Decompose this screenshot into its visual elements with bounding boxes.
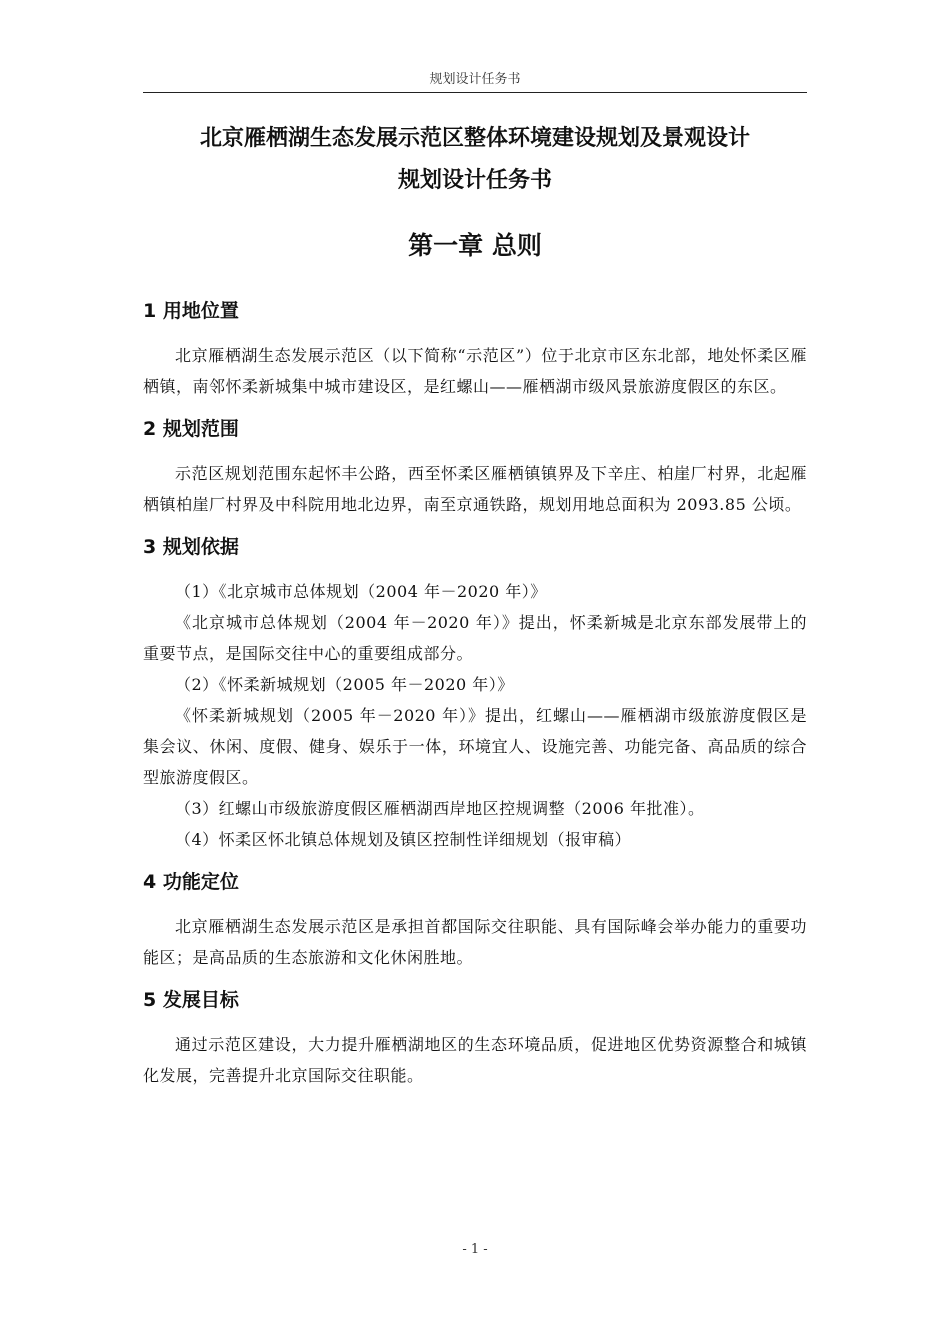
paragraph: 北京雁栖湖生态发展示范区是承担首都国际交往职能、具有国际峰会举办能力的重要功能区；是高品质的生态旅游和文化休闲胜地。 (143, 917, 807, 967)
document-title-line2: 规划设计任务书 (397, 168, 552, 193)
section-heading: 2 规划范围 (143, 418, 239, 440)
page-number: - 1 - (462, 1242, 488, 1257)
document-body (143, 118, 807, 1091)
paragraph: 《北京城市总体规划（2004 年－2020 年）》提出，怀柔新城是北京东部发展带上的重要节点，是国际交往中心的重要组成部分。 (143, 613, 807, 663)
section-heading: 3 规划依据 (143, 536, 239, 558)
basis-item: （2）《怀柔新城规划（2005 年－2020 年）》 (175, 675, 514, 694)
paragraph: 北京雁栖湖生态发展示范区（以下简称“示范区”）位于北京市区东北部，地处怀柔区雁栖镇，南邻怀柔新城集中城市建设区，是红螺山——雁栖湖市级风景旅游度假区的东区。 (143, 346, 807, 396)
section-planning-basis (143, 532, 807, 855)
section-functional-positioning (143, 867, 807, 973)
running-header: 规划设计任务书 (143, 68, 807, 93)
basis-item: （3）红螺山市级旅游度假区雁栖湖西岸地区控规调整（2006 年批准）。 (175, 799, 705, 818)
document-title (143, 118, 807, 202)
chapter-title: 第一章 总则 (408, 231, 542, 260)
section-heading: 4 功能定位 (143, 871, 239, 893)
section-location (143, 296, 807, 402)
paragraph: 《怀柔新城规划（2005 年－2020 年）》提出，红螺山——雁栖湖市级旅游度假区是集会议、休闲、度假、健身、娱乐于一体，环境宜人、设施完善、功能完备、高品质的综合型旅游度假区。 (143, 706, 807, 787)
section-heading: 1 用地位置 (143, 300, 239, 322)
section-development-goals (143, 985, 807, 1091)
paragraph: 示范区规划范围东起怀丰公路，西至怀柔区雁栖镇镇界及下辛庄、柏崖厂村界，北起雁栖镇柏崖厂村界及中科院用地北边界，南至京通铁路，规划用地总面积为 2093.85 公顷。 (143, 464, 807, 514)
basis-item: （4）怀柔区怀北镇总体规划及镇区控制性详细规划（报审稿） (175, 830, 632, 849)
paragraph: 通过示范区建设，大力提升雁栖湖地区的生态环境品质，促进地区优势资源整合和城镇化发展，完善提升北京国际交往职能。 (143, 1035, 807, 1085)
basis-item: （1）《北京城市总体规划（2004 年－2020 年）》 (175, 582, 547, 601)
document-title-line1: 北京雁栖湖生态发展示范区整体环境建设规划及景观设计 (199, 126, 750, 151)
section-planning-scope (143, 414, 807, 520)
section-heading: 5 发展目标 (143, 989, 239, 1011)
